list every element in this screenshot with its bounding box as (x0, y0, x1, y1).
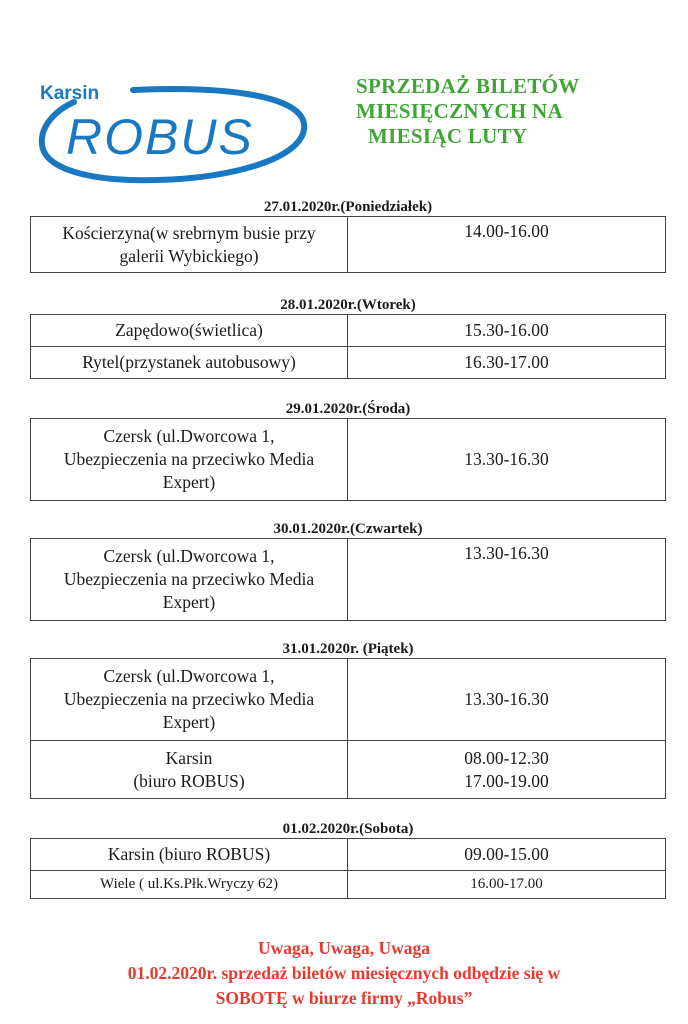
hours-cell (348, 539, 666, 621)
table-row (31, 659, 666, 741)
hours-cell (348, 217, 666, 273)
place-line: galerii Wybickiego) (119, 245, 259, 266)
place-line: Czersk (ul.Dworcowa 1, (103, 666, 275, 686)
robus-logo-graphic (38, 78, 310, 188)
schedule-table (30, 314, 666, 379)
hours-cell (348, 419, 666, 501)
table-row (31, 539, 666, 621)
table-row (31, 315, 666, 347)
place-cell (31, 347, 348, 379)
day-block (30, 400, 666, 501)
day-date: 27.01.2020r.(Poniedziałek) (263, 199, 433, 215)
hours-cell (348, 839, 666, 871)
hours-cell (348, 315, 666, 347)
place-cell (31, 871, 348, 899)
heading-line-1: SPRZEDAŻ BILETÓW (356, 74, 580, 98)
place-line: Rytel(przystanek autobusowy) (82, 352, 296, 372)
place-cell (31, 315, 348, 347)
place-line: Expert) (162, 472, 216, 492)
day-date: 30.01.2020r.(Czwartek) (273, 521, 423, 537)
place-line: Czersk (ul.Dworcowa 1, (103, 426, 275, 446)
place-line: Karsin (165, 747, 213, 768)
day-date: 28.01.2020r.(Wtorek) (280, 297, 416, 313)
place-cell (31, 839, 348, 871)
hours-line: 13.30-16.30 (464, 689, 549, 709)
hours-line: 08.00-12.30 (464, 747, 549, 768)
hours-cell (348, 741, 666, 799)
place-line: Wiele ( ul.Ks.Płk.Wryczy 62) (100, 876, 278, 892)
table-row (31, 419, 666, 501)
notice-line-2: 01.02.2020r. sprzedaż biletów miesięcznych odbędzie się w (127, 963, 561, 983)
hours-cell (348, 871, 666, 899)
hours-cell (348, 659, 666, 741)
hours-line: 16.30-17.00 (464, 352, 549, 372)
schedule-table (30, 418, 666, 501)
heading-line-2: MIESIĘCZNYCH NA (356, 99, 563, 123)
place-cell (31, 741, 348, 799)
notice-line-1: Uwaga, Uwaga, Uwaga (257, 938, 431, 958)
day-block (30, 820, 666, 899)
hours-line: 13.30-16.30 (464, 449, 549, 469)
place-line: (biuro ROBUS) (133, 770, 245, 791)
day-date: 31.01.2020r. (Piątek) (282, 641, 414, 657)
hours-line: 15.30-16.00 (464, 320, 549, 340)
table-row (31, 217, 666, 273)
sale-heading (340, 74, 670, 149)
schedule-table (30, 838, 666, 899)
notice-block (0, 936, 688, 1011)
place-line: Expert) (162, 592, 216, 612)
schedule-table (30, 658, 666, 799)
hours-line: 14.00-16.00 (464, 221, 549, 241)
place-line: Expert) (162, 712, 216, 732)
table-row (31, 871, 666, 899)
day-date: 29.01.2020r.(Środa) (285, 401, 411, 417)
place-cell (31, 659, 348, 741)
place-line: Ubezpieczenia na przeciwko Media (63, 449, 315, 469)
table-row (31, 839, 666, 871)
place-cell (31, 217, 348, 273)
place-line: Czersk (ul.Dworcowa 1, (103, 546, 275, 566)
schedule-table (30, 216, 666, 273)
place-line: Zapędowo(świetlica) (115, 320, 263, 340)
place-cell (31, 419, 348, 501)
place-line: Karsin (biuro ROBUS) (107, 844, 271, 864)
hours-line: 17.00-19.00 (464, 770, 549, 791)
svg-text:ROBUS: ROBUS (66, 109, 254, 165)
day-block (30, 520, 666, 621)
hours-line: 09.00-15.00 (464, 844, 549, 864)
day-block (30, 198, 666, 273)
robus-logo (38, 78, 310, 188)
hours-cell (348, 347, 666, 379)
schedule-table (30, 538, 666, 621)
place-line: Kościerzyna(w srebrnym busie przy (62, 222, 316, 243)
table-row (31, 347, 666, 379)
day-block (30, 640, 666, 799)
heading-line-3: MIESIĄC LUTY (368, 124, 528, 148)
table-row (31, 741, 666, 799)
place-line: Ubezpieczenia na przeciwko Media (63, 569, 315, 589)
hours-line: 16.00-17.00 (470, 876, 543, 892)
hours-line: 13.30-16.30 (464, 543, 549, 563)
day-block (30, 296, 666, 379)
place-line: Ubezpieczenia na przeciwko Media (63, 689, 315, 709)
day-date: 01.02.2020r.(Sobota) (282, 821, 414, 837)
notice-line-3: SOBOTĘ w biurze firmy „Robus” (215, 988, 473, 1008)
svg-text:Karsin: Karsin (40, 83, 100, 104)
place-cell (31, 539, 348, 621)
